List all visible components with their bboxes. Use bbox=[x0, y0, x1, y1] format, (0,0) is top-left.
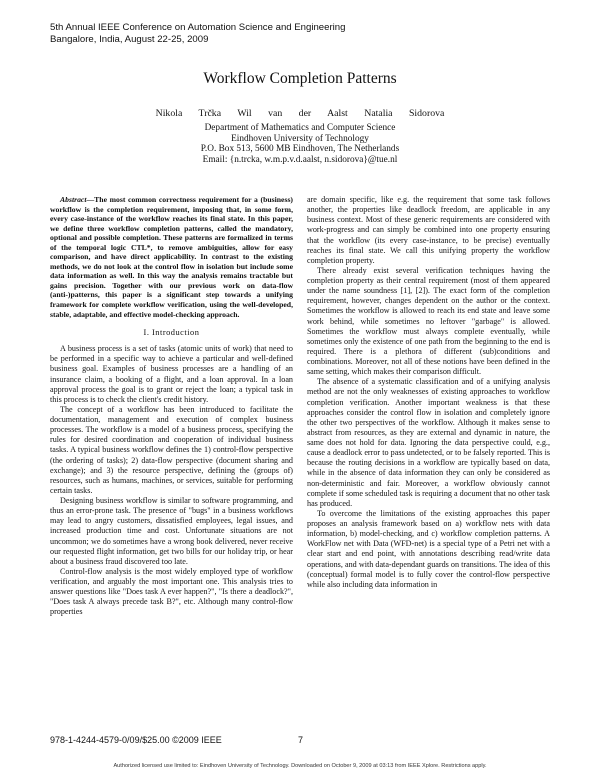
email: Email: {n.trcka, w.m.p.v.d.aalst, n.sidorova}@tue.nl bbox=[202, 154, 398, 165]
author-list bbox=[0, 108, 600, 119]
left-column bbox=[50, 195, 293, 618]
paragraph: A business process is a set of tasks (atomic units of work) that need to be performed in a specific way to achieve a particular and well-defined business goal. Examples of business processes are a handling of an insurance claim, a booking of a flight, and a loan approval. In a loan approval process the goal is to grant or reject the loan; a typical task in this process is to check the client's credit history. bbox=[50, 344, 293, 404]
university: Eindhoven University of Technology bbox=[231, 133, 369, 144]
author-name: Natalia Sidorova bbox=[364, 108, 445, 119]
conference-header bbox=[50, 22, 345, 46]
paragraph: Designing business workflow is similar to software programming, and thus an error-prone task. The presence of "bugs" in a business workflows may lead to angry customers, dissatisfied employees, legal issues, and increased production time and cost. Unfortunate situations are not uncommon; we do sometimes have a wrong book delivered, never receive our requested flight information, get two bills for our holiday trip, or hear about a business fraud discovered too late. bbox=[50, 496, 293, 566]
author-name: Nikola Trčka bbox=[155, 108, 222, 119]
paragraph: The absence of a systematic classification and of a unifying analysis method are not the only weaknesses of existing approaches to workflow completion verification. Another important weakness is that these approaches consider the control flow in isolation and completely ignore the other two perspectives of the workflow. Although it makes sense to abstract from resources, as they are external and dynamic in nature, the same does not hold for data. Ignoring the data perspective could, e.g., cause a deadlock error to pass undetected, or to be falsely reported. This is because the routing decisions in a workflow are typically based on data, while in the absence of data information they can only be considered as non-deterministic and fair. Moreover, a workflow obviously cannot complete if some scheduled task is requiring a document that no other task has produced. bbox=[307, 377, 550, 508]
conference-dates: Bangalore, India, August 22-25, 2009 bbox=[50, 34, 209, 45]
affiliation bbox=[0, 123, 600, 165]
paper-title: Workflow Completion Patterns bbox=[203, 70, 397, 87]
paragraph: There already exist several verification techniques having the completion property as their central requirement (most of them appeared under the name soundness [1], [2]). The exact form of the completion requirement, however, changes dependent on the author or the context. Sometimes the workflow is allowed to reach its end state and leave some work behind, while sometimes no leftover "garbage" is allowed. Sometimes the workflow must always complete eventually, while sometimes only the existence of one path from the beginning to the end is required. There is a plethora of different (sub)conditions and combinations. Moreover, not all of these notions have been defined in the same setting, which makes their comparison difficult. bbox=[307, 265, 550, 377]
author-name: Wil van der Aalst bbox=[237, 108, 348, 119]
paragraph: The concept of a workflow has been introduced to facilitate the documentation, management and execution of complex business processes. The workflow is a model of a business process, specifying the rules for desired coordination and cooperation of individual business tasks. A typical business workflow defines the 1) control-flow perspective (the ordering of tasks); 2) data-flow perspective (document sharing and exchange); and 3) the resource perspective, defining the (groups of) resources, such as humans, machines, or services, suitable for performing certain tasks. bbox=[50, 404, 293, 495]
address: P.O. Box 513, 5600 MB Eindhoven, The Netherlands bbox=[200, 144, 400, 155]
page-number: 7 bbox=[298, 735, 304, 745]
paragraph: Control-flow analysis is the most widely employed type of workflow verification, and arguably the most important one. This analysis tries to answer questions like "Does task A ever happen?", "Is there a deadlock?", "Does task A always precede task B?", etc. Although many control-flow properties bbox=[50, 566, 293, 617]
section-heading: I. Introduction bbox=[143, 328, 200, 338]
abstract-text: —The most common correctness requirement for a (business) workflow is the completion requirement, imposing that, in some form, every case-instance of the workflow reaches its final state. In this paper, we define three workflow completion patterns, called the mandatory, optional and possible completion. These patterns are formalized in terms of the temporal logic CTL*, to remove ambiguities, allow for easy comparison, and have direct applicability. In contrast to the existing methods, we do not look at the control flow in isolation but include some data information as well. In this way the analysis remains tractable but gains precision. Together with our previous work on data-flow (anti-)patterns, this paper is a significant step towards a unifying framework for complete workflow verification, using the well-developed, stable, adaptable, and effective model-checking approach. bbox=[50, 195, 293, 319]
page-footer bbox=[50, 735, 550, 745]
abstract bbox=[50, 195, 293, 319]
paragraph: are domain specific, like e.g. the requirement that some task follows another, the properties like deadlock freedom, are applicable in any business context. Most of these generic requirements are considered with work-progress and can simply be combined into one property ensuring that the workflow (its every case-instance, to be precise) eventually reaches its final state. We call this unifying property the workflow completion property. bbox=[307, 195, 550, 265]
license-notice: Authorized licensed use limited to: Eindhoven University of Technology. Downloaded on October 9, 2009 at 03:13 from IEEE Xplore. Restrictions apply. bbox=[113, 763, 487, 769]
department: Department of Mathematics and Computer Science bbox=[204, 123, 396, 133]
isbn-copyright: 978-1-4244-4579-0/09/$25.00 ©2009 IEEE bbox=[50, 735, 222, 745]
conference-line: 5th Annual IEEE Conference on Automation Science and Engineering bbox=[50, 22, 346, 33]
abstract-label: Abstract bbox=[60, 195, 87, 204]
paragraph: To overcome the limitations of the existing approaches this paper proposes an analysis framework based on a) workflow nets with data information, b) model-checking, and c) workflow completion patterns. A WorkFlow net with Data (WFD-net) is a special type of a Petri net with a clear start and end point, with annotations describing read/write data operations, and with data-dependant guards on transitions. The idea of this (conceptual) formal model is to fully cover the control-flow perspective while also including data information in bbox=[307, 508, 550, 589]
right-column bbox=[307, 195, 550, 590]
